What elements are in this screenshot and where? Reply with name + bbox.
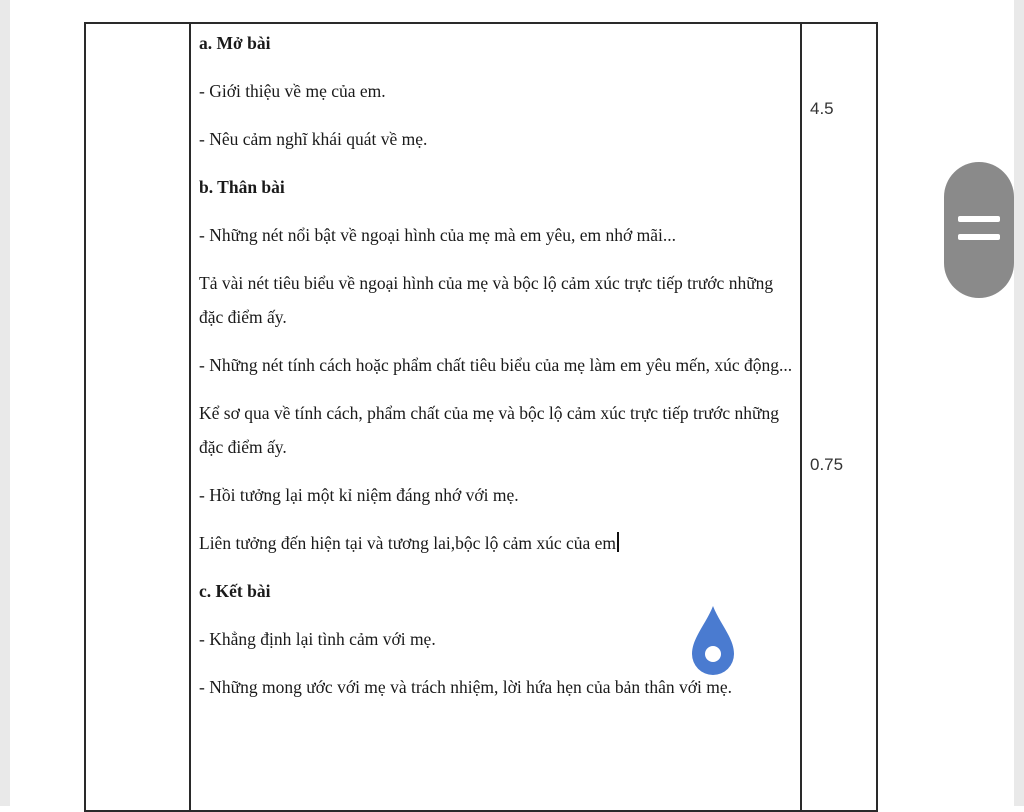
text-line: - Nêu cảm nghĩ khái quát về mẹ. — [199, 129, 428, 149]
section-heading-opening: a. Mở bài — [199, 33, 271, 53]
text-line: - Giới thiệu về mẹ của em. — [199, 81, 386, 101]
page-margin-left — [0, 0, 10, 806]
text-line: Kể sơ qua về tính cách, phẩm chất của mẹ và bộc lộ cảm xúc trực tiếp trước những đặc điểm ấy. — [199, 403, 780, 457]
text-line: Tả vài nét tiêu biểu về ngoại hình của mẹ và bộc lộ cảm xúc trực tiếp trước những đặc điểm ấy. — [199, 273, 774, 327]
table-column-divider — [189, 22, 191, 812]
teardrop-cursor-handle-icon[interactable] — [690, 604, 736, 678]
table-column-divider — [800, 22, 802, 812]
drag-lines-icon — [958, 216, 1000, 222]
scroll-handle[interactable] — [944, 162, 1014, 298]
text-line: - Những nét nổi bật về ngoại hình của mẹ mà em yêu, em nhớ mãi... — [199, 225, 677, 245]
drag-lines-icon — [958, 234, 1000, 240]
text-line: - Hồi tưởng lại một kỉ niệm đáng nhớ với mẹ. — [199, 485, 519, 505]
section-heading-body: b. Thân bài — [199, 177, 285, 197]
score-cell: 0.75 — [810, 455, 844, 474]
score-cell: 4.5 — [810, 99, 834, 118]
text-line-editing[interactable] — [199, 526, 795, 560]
text-line-content: Liên tưởng đến hiện tại và tương lai,bộc lộ cảm xúc của em — [199, 533, 617, 553]
text-line: - Những mong ước với mẹ và trách nhiệm, lời hứa hẹn của bản thân với mẹ. — [199, 677, 732, 697]
text-caret — [617, 532, 619, 552]
text-line: - Khẳng định lại tình cảm với mẹ. — [199, 629, 436, 649]
text-line: - Những nét tính cách hoặc phẩm chất tiêu biểu của mẹ làm em yêu mến, xúc động... — [199, 355, 793, 375]
section-heading-conclusion: c. Kết bài — [199, 581, 271, 601]
page-margin-right — [1014, 0, 1024, 806]
